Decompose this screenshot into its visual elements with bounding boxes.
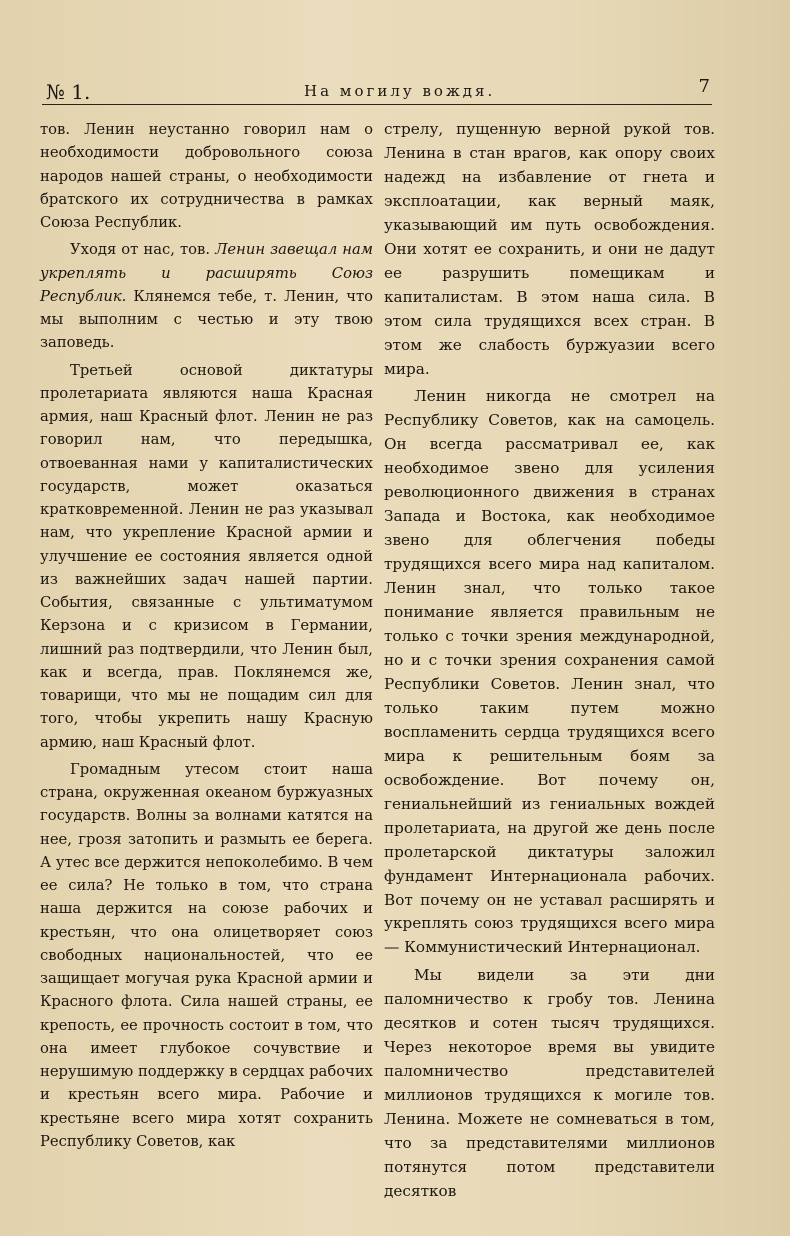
left-column xyxy=(40,118,373,1153)
running-title: На могилу вождя. xyxy=(304,82,496,100)
paragraph: тов. Ленин неустанно говорил нам о необходимости добровольного союза народов нашей страны, о необходимости братского их сотрудничества в рамках Союза Республик. xyxy=(40,121,373,231)
page-header xyxy=(32,70,722,102)
header-rule xyxy=(42,104,712,105)
italic-quote: Ленин завещал нам укреплять и расширять Союз Республик. xyxy=(40,241,373,305)
page-number: 7 xyxy=(698,76,710,97)
paragraph: Мы видели за эти дни паломничество к гробу тов. Ленина десятков и сотен тысяч трудящихся. Через некоторое время вы увидите паломничество представителей миллионов трудящихся к могиле тов. Ленина. Можете не сомневаться в том, что за представителями миллионов потянутся потом представители десятков xyxy=(384,966,715,1200)
paragraph-text: Клянемся тебе, т. Ленин, что мы выполним с честью и эту твою заповедь. xyxy=(40,287,373,352)
paragraph: Третьей основой диктатуры пролетариата являются наша Красная армия, наш Красный флот. Ленин не раз говорил нам, что передышка, отвоеванная нами у капиталистических государств, может оказаться кратковременной. Ленин не раз указывал нам, что укрепление Красной армии и улучшение ее состояния является одной из важнейших задач нашей партии. События, связанные с ультиматумом Керзона и с кризисом в Германии, лишний раз подтвердили, что Ленин был, как и всегда, прав. Поклянемся же, товарищи, что мы не пощадим сил для того, чтобы укрепить нашу Красную армию, наш Красный флот. xyxy=(40,361,373,751)
right-column xyxy=(384,118,715,1204)
paragraph: Ленин никогда не смотрел на Республику Советов, как на самоцель. Он всегда рассматривал ее, как необходимое звено для усиления революционного движения в странах Запада и Востока, как необходимое звено для облегчения победы трудящихся всего мира над капиталом. Ленин знал, что только такое понимание является правильным не только с точки зрения международной, но и с точки зрения сохранения самой Республики Советов. Ленин знал, что только таким путем можно воспламенить сердца трудящихся всего мира к решительным боям за освобождение. Вот почему он, гениальнейший из гениальных вождей пролетариата, на другой же день после пролетарской диктатуры заложил фундамент Интернационала рабочих. Вот почему он не уставал расширять и укреплять союз трудящихся всего мира — Коммунистический Интернационал. xyxy=(384,387,715,957)
paragraph: Громадным утесом стоит наша страна, окруженная океаном буржуазных государств. Волны за волнами катятся на нее, грозя затопить и размыть ее берега. А утес все держится непоколебимо. В чем ее сила? Не только в том, что страна наша держится на союзе рабочих и крестьян, что она олицетворяет союз свободных национальностей, что ее защищает могучая рука Красной армии и Красного флота. Сила нашей страны, ее крепость, ее прочность состоит в том, что она имеет глубокое сочувствие и нерушимую поддержку в сердцах рабочих и крестьян всего мира. Рабочие и крестьяне всего мира хотят сохранить Республику Советов, как xyxy=(40,760,373,1150)
paragraph-text: Уходя от нас, тов. xyxy=(70,241,216,259)
paragraph: стрелу, пущенную верной рукой тов. Ленина в стан врагов, как опору своих надежд на избавление от гнета и эксплоатации, как верный маяк, указывающий им путь освобождения. Они хотят ее сохранить, и они не дадут ее разрушить помещикам и капиталистам. В этом наша сила. В этом сила трудящихся всех стран. В этом же слабость буржуазии всего мира. xyxy=(384,120,715,378)
paragraph xyxy=(40,238,373,354)
issue-number: № 1. xyxy=(46,80,91,104)
